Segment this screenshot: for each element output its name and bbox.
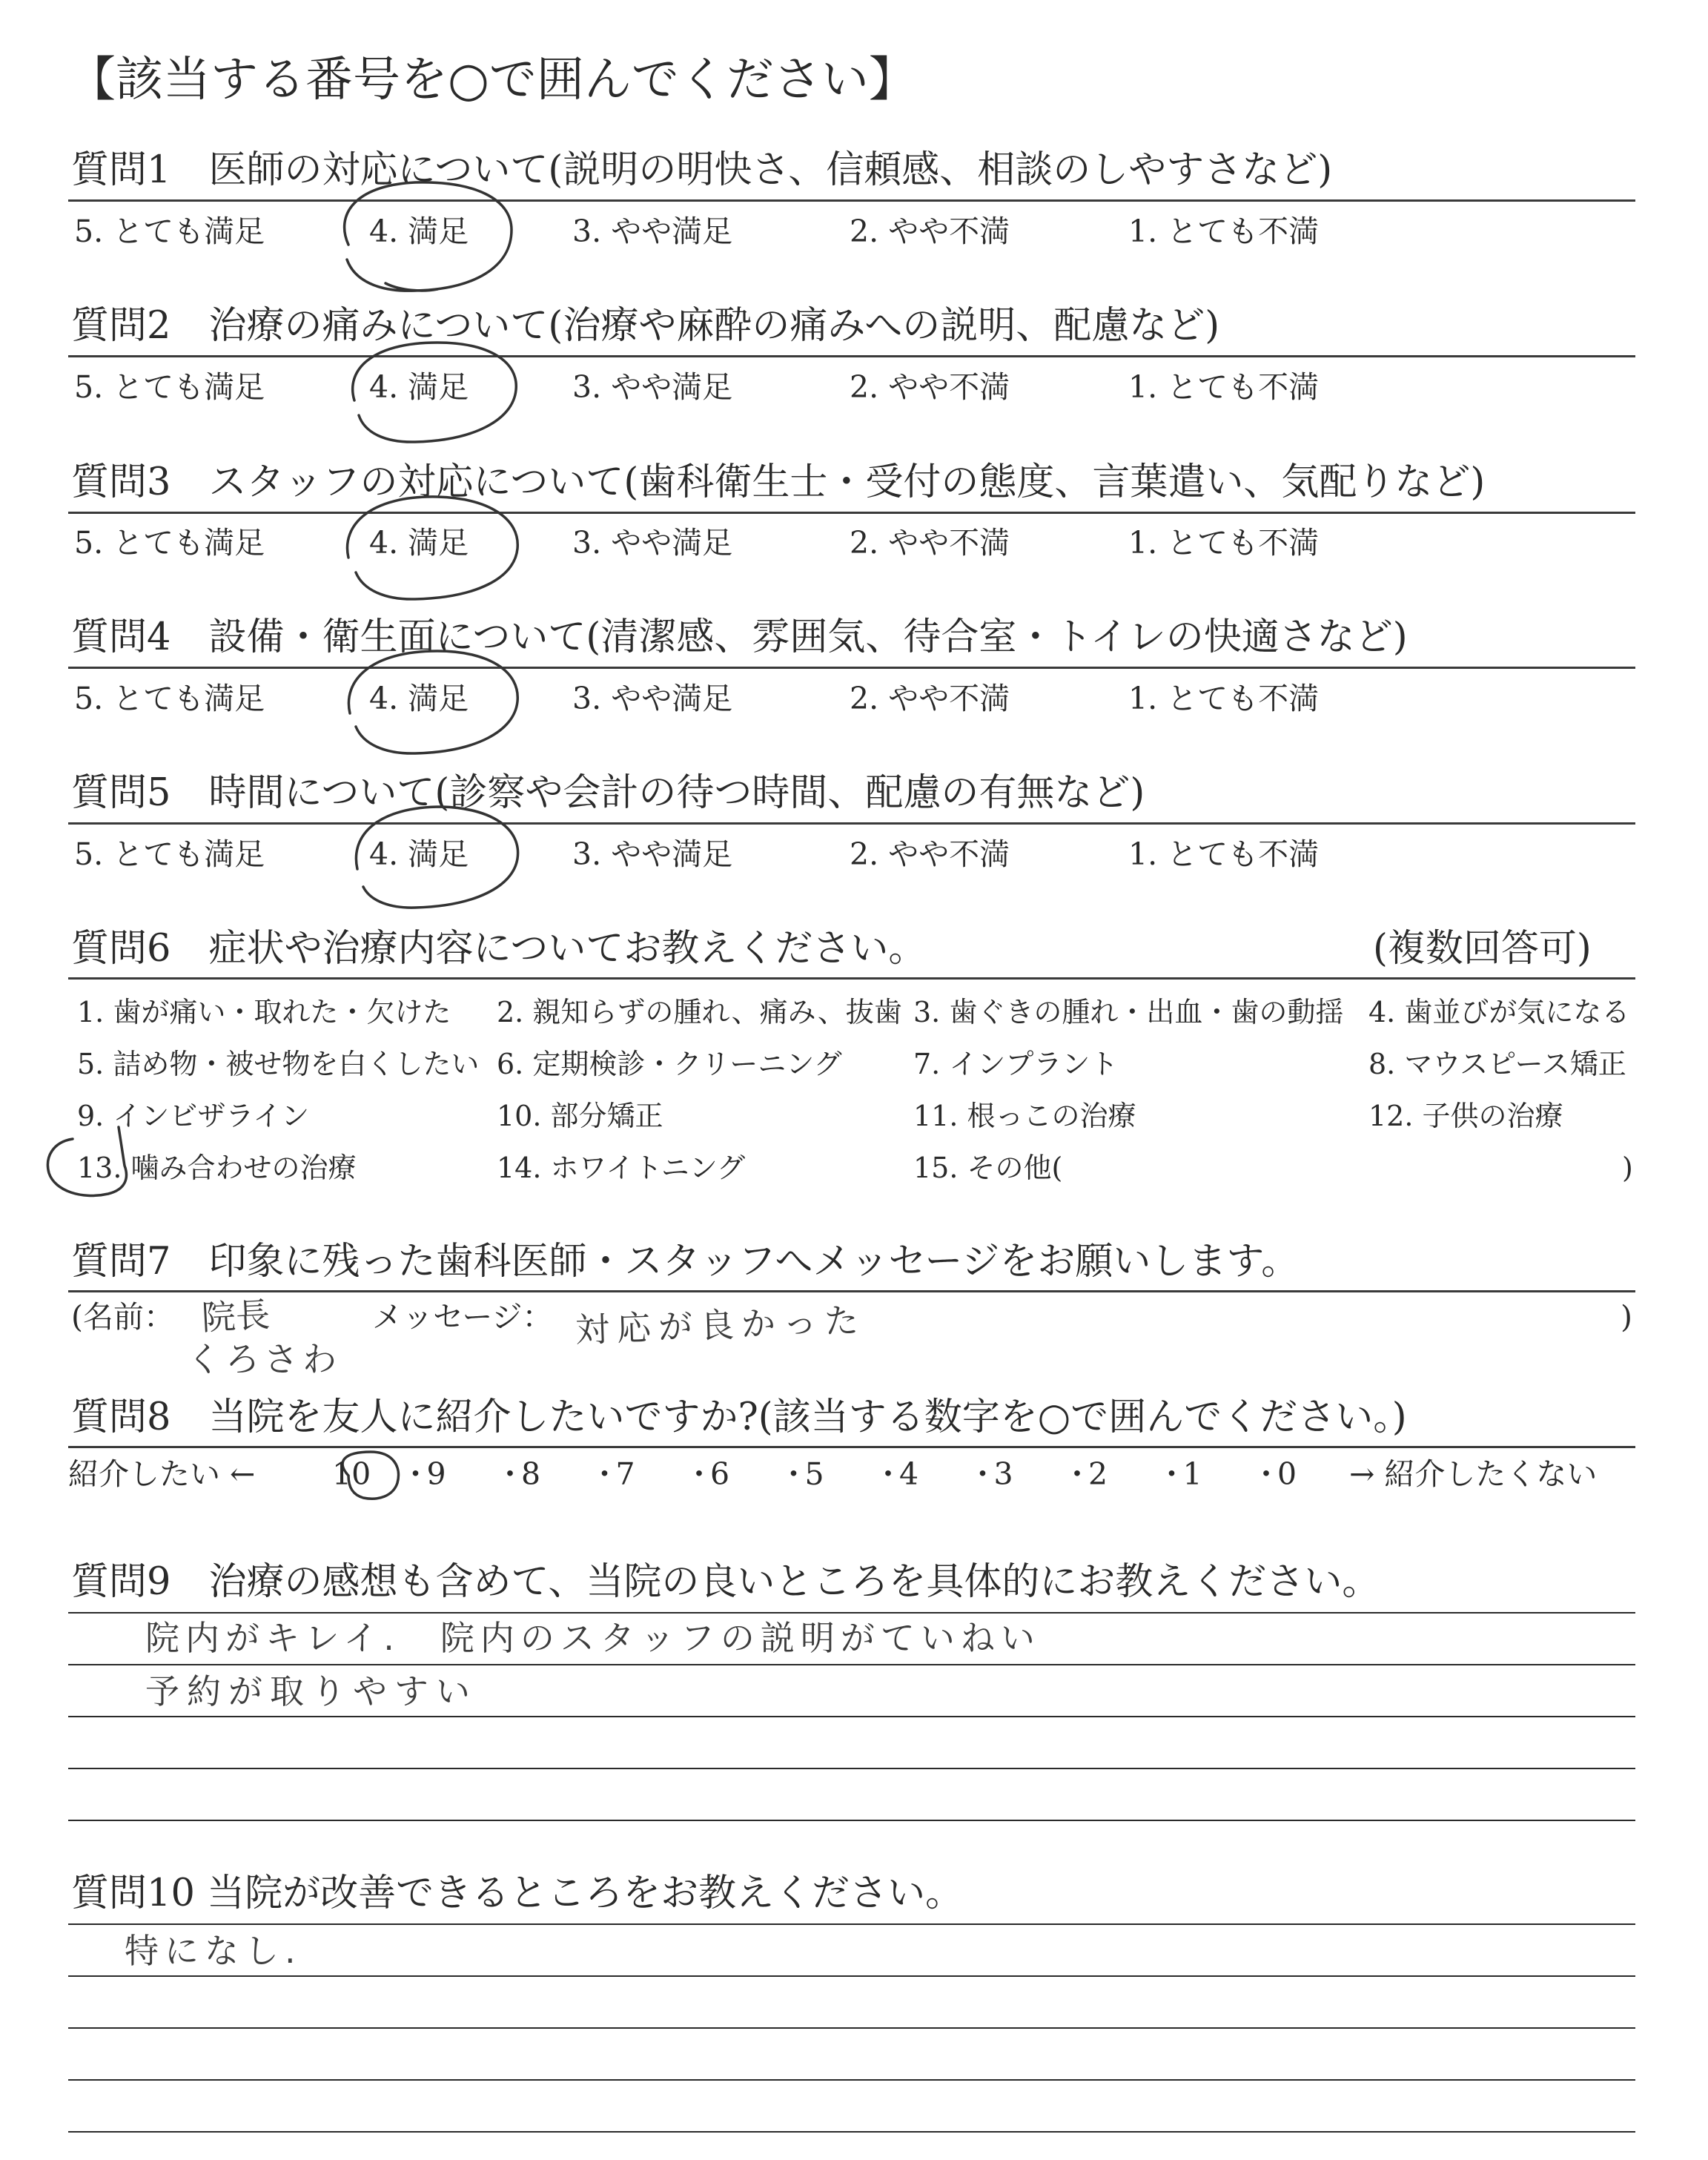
q7-handwritten-name-line1: 院長 bbox=[200, 1294, 271, 1338]
q6-item-8[interactable]: 8. マウスピース矯正 bbox=[1368, 1048, 1626, 1080]
q2-heading: 質問2 治療の痛みについて(治療や麻酔の痛みへの説明、配慮など) bbox=[71, 304, 1220, 348]
q8-scale-4[interactable]: 4 bbox=[899, 1456, 919, 1492]
q8-scale-separator: ・ bbox=[589, 1456, 620, 1492]
q9-handwritten-line-1: 院内がキレイ. 院内のスタッフの説明がていねい bbox=[145, 1618, 1041, 1658]
q4-option-1[interactable]: 1. とても不満 bbox=[1128, 681, 1320, 716]
q8-scale-separator: ・ bbox=[873, 1456, 904, 1492]
q8-scale-8[interactable]: 8 bbox=[521, 1456, 541, 1492]
q2-option-5[interactable]: 5. とても満足 bbox=[74, 369, 265, 405]
q6-item-11[interactable]: 11. 根っこの治療 bbox=[913, 1100, 1136, 1132]
q7-handwritten-name-line2: くろさわ bbox=[187, 1339, 341, 1379]
q4-option-4[interactable]: 4. 満足 bbox=[369, 681, 469, 716]
q6-item-3[interactable]: 3. 歯ぐきの腫れ・出血・歯の動揺 bbox=[913, 996, 1344, 1028]
q8-scale-separator: ・ bbox=[967, 1456, 998, 1492]
q6-note: (複数回答可) bbox=[1373, 927, 1592, 971]
q10-handwritten-line-1: 特になし. bbox=[125, 1931, 302, 1971]
q6-item-15[interactable]: 15. その他( bbox=[913, 1152, 1063, 1184]
q6-item-10[interactable]: 10. 部分矯正 bbox=[497, 1100, 663, 1132]
q8-scale-separator: ・ bbox=[494, 1456, 526, 1492]
q8-scale-separator: ・ bbox=[400, 1456, 431, 1492]
q8-scale-separator: ・ bbox=[683, 1456, 715, 1492]
q6-item-12[interactable]: 12. 子供の治療 bbox=[1368, 1100, 1563, 1132]
q4-option-5[interactable]: 5. とても満足 bbox=[74, 681, 265, 716]
q8-scale-5[interactable]: 5 bbox=[804, 1456, 824, 1492]
q2-option-1[interactable]: 1. とても不満 bbox=[1128, 369, 1320, 405]
q8-right-label: → 紹介したくない bbox=[1349, 1456, 1598, 1492]
q2-option-3[interactable]: 3. やや満足 bbox=[572, 369, 733, 405]
q8-scale-3[interactable]: 3 bbox=[993, 1456, 1013, 1492]
form-title: 【該当する番号を○で囲んでください】 bbox=[68, 53, 916, 108]
q7-message-label: メッセージ： bbox=[372, 1299, 553, 1335]
q8-scale-0[interactable]: 0 bbox=[1277, 1456, 1297, 1492]
q2-selection-circle bbox=[353, 343, 517, 442]
q4-selection-circle bbox=[348, 651, 517, 753]
q5-option-4[interactable]: 4. 満足 bbox=[369, 836, 469, 872]
q7-handwritten-message: 対応が良かった bbox=[575, 1300, 867, 1350]
q9-heading: 質問9 治療の感想も含めて、当院の良いところを具体的にお教えください。 bbox=[71, 1560, 1380, 1604]
q6-item-9[interactable]: 9. インビザライン bbox=[77, 1100, 310, 1132]
q4-option-3[interactable]: 3. やや満足 bbox=[572, 681, 733, 716]
q6-other-close-paren: ) bbox=[1622, 1152, 1633, 1184]
q8-scale-7[interactable]: 7 bbox=[615, 1456, 635, 1492]
q3-option-3[interactable]: 3. やや満足 bbox=[572, 525, 733, 561]
q3-option-4[interactable]: 4. 満足 bbox=[369, 525, 469, 561]
q4-option-2[interactable]: 2. やや不満 bbox=[850, 681, 1010, 716]
q3-selection-circle bbox=[348, 497, 518, 599]
q6-item-6[interactable]: 6. 定期検診・クリーニング bbox=[497, 1048, 842, 1080]
q7-name-label: (名前： bbox=[71, 1299, 174, 1335]
q2-option-4[interactable]: 4. 満足 bbox=[369, 369, 469, 405]
q8-scale-10[interactable]: 10 bbox=[332, 1456, 371, 1492]
q8-scale-2[interactable]: 2 bbox=[1088, 1456, 1108, 1492]
q1-option-5[interactable]: 5. とても満足 bbox=[74, 214, 265, 249]
q8-left-label: 紹介したい ← bbox=[68, 1456, 256, 1492]
q1-option-1[interactable]: 1. とても不満 bbox=[1128, 214, 1320, 249]
q8-scale-9[interactable]: 9 bbox=[426, 1456, 446, 1492]
q3-heading: 質問3 スタッフの対応について(歯科衛生士・受付の態度、言葉遣い、気配りなど) bbox=[71, 460, 1486, 504]
q1-selection-circle bbox=[345, 182, 512, 291]
q8-scale-separator: ・ bbox=[1062, 1456, 1093, 1492]
q7-close-paren: ) bbox=[1621, 1299, 1632, 1335]
q3-option-2[interactable]: 2. やや不満 bbox=[850, 525, 1010, 561]
q8-scale-separator: ・ bbox=[778, 1456, 809, 1492]
q6-heading: 質問6 症状や治療内容についてお教えください。 bbox=[71, 927, 927, 971]
q6-item-14[interactable]: 14. ホワイトニング bbox=[497, 1152, 746, 1184]
q6-item-7[interactable]: 7. インプラント bbox=[913, 1048, 1119, 1080]
q5-option-2[interactable]: 2. やや不満 bbox=[850, 836, 1010, 872]
q8-scale-6[interactable]: 6 bbox=[710, 1456, 730, 1492]
q5-option-5[interactable]: 5. とても満足 bbox=[74, 836, 265, 872]
q1-option-3[interactable]: 3. やや満足 bbox=[572, 214, 733, 249]
q6-item-5[interactable]: 5. 詰め物・被せ物を白くしたい bbox=[77, 1048, 480, 1080]
q1-option-2[interactable]: 2. やや不満 bbox=[850, 214, 1010, 249]
q3-option-1[interactable]: 1. とても不満 bbox=[1128, 525, 1320, 561]
q5-option-3[interactable]: 3. やや満足 bbox=[572, 836, 733, 872]
q8-scale-1[interactable]: 1 bbox=[1182, 1456, 1202, 1492]
q4-heading: 質問4 設備・衛生面について(清潔感、雰囲気、待合室・トイレの快適さなど) bbox=[71, 615, 1408, 659]
q8-scale-separator: ・ bbox=[1156, 1456, 1187, 1492]
q8-scale-separator: ・ bbox=[1251, 1456, 1282, 1492]
q10-heading: 質問10 当院が改善できるところをお教えください。 bbox=[71, 1872, 964, 1915]
q6-item-2[interactable]: 2. 親知らずの腫れ、痛み、抜歯 bbox=[497, 996, 902, 1028]
q1-heading: 質問1 医師の対応について(説明の明快さ、信頼感、相談のしやすさなど) bbox=[71, 148, 1333, 192]
q5-heading: 質問5 時間について(診察や会計の待つ時間、配慮の有無など) bbox=[71, 771, 1145, 815]
q6-item-13[interactable]: 13. 噛み合わせの治療 bbox=[77, 1152, 357, 1184]
q5-selection-circle bbox=[356, 807, 517, 908]
q6-item-1[interactable]: 1. 歯が痛い・取れた・欠けた bbox=[77, 996, 451, 1028]
q6-item-13-selection-circle bbox=[47, 1127, 126, 1195]
q1-option-4[interactable]: 4. 満足 bbox=[369, 214, 469, 249]
q7-heading: 質問7 印象に残った歯科医師・スタッフへメッセージをお願いします。 bbox=[71, 1240, 1300, 1284]
q2-option-2[interactable]: 2. やや不満 bbox=[850, 369, 1010, 405]
q9-handwritten-line-2: 予約が取りやすい bbox=[145, 1671, 477, 1711]
q5-option-1[interactable]: 1. とても不満 bbox=[1128, 836, 1320, 872]
q3-option-5[interactable]: 5. とても満足 bbox=[74, 525, 265, 561]
q6-item-4[interactable]: 4. 歯並びが気になる bbox=[1368, 996, 1630, 1028]
q8-heading: 質問8 当院を友人に紹介したいですか?(該当する数字を○で囲んでください。) bbox=[71, 1396, 1407, 1439]
